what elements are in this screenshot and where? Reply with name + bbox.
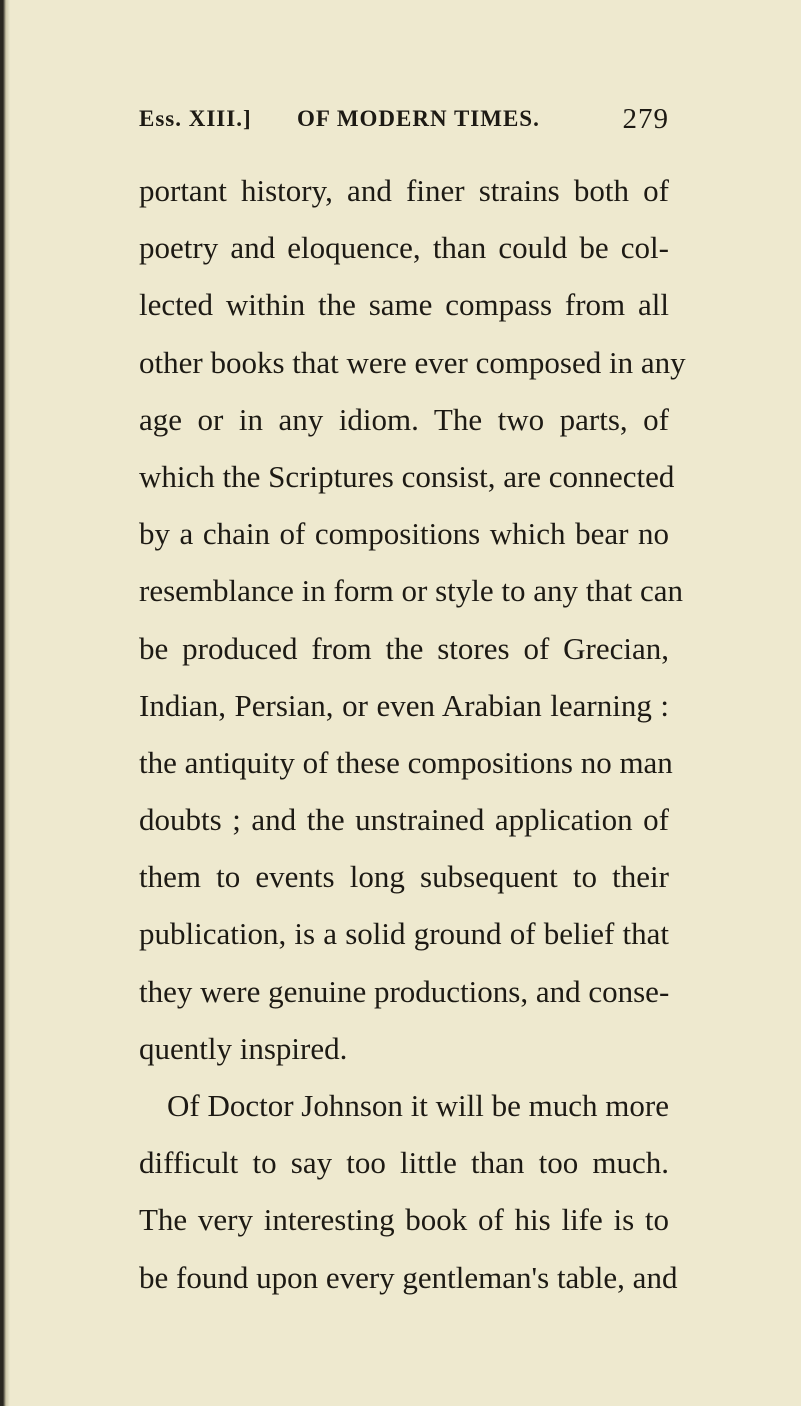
text-line: doubts ; and the unstrained application of bbox=[139, 802, 669, 838]
text-line: they were genuine productions, and conse- bbox=[139, 973, 670, 1009]
text-line: publication, is a solid ground of belief that bbox=[139, 916, 669, 952]
text-line: difficult to say too little than too much. bbox=[139, 1145, 669, 1181]
text-line: which the Scriptures consist, are connected bbox=[139, 458, 675, 494]
text-line: other books that were ever composed in any bbox=[139, 344, 686, 380]
text-line: be produced from the stores of Grecian, bbox=[139, 630, 669, 666]
text-line: Indian, Persian, or even Arabian learning : bbox=[139, 687, 669, 723]
running-header bbox=[139, 103, 669, 146]
text-line: by a chain of compositions which bear no bbox=[139, 516, 669, 552]
text-line: The very interesting book of his life is to bbox=[139, 1202, 669, 1238]
text-line: quently inspired. bbox=[139, 1030, 348, 1066]
page-number: 279 bbox=[622, 103, 669, 135]
body-text bbox=[139, 162, 686, 1306]
text-line: portant history, and finer strains both of bbox=[139, 173, 669, 208]
text-line: age or in any idiom. The two parts, of bbox=[139, 401, 669, 437]
page-gutter-shadow bbox=[0, 0, 10, 1406]
text-line: them to events long subsequent to their bbox=[139, 859, 669, 895]
header-essay-reference: Ess. XIII.] bbox=[139, 106, 252, 131]
text-line: resemblance in form or style to any that can bbox=[139, 573, 684, 609]
text-line: be found upon every gentleman's table, and bbox=[139, 1259, 678, 1295]
header-title: OF MODERN TIMES. bbox=[297, 106, 540, 131]
text-line: Of Doctor Johnson it will be much more bbox=[167, 1088, 669, 1123]
text-line: poetry and eloquence, than could be col- bbox=[139, 230, 669, 266]
text-line: the antiquity of these compositions no man bbox=[139, 744, 673, 780]
text-line: lected within the same compass from all bbox=[139, 287, 669, 323]
